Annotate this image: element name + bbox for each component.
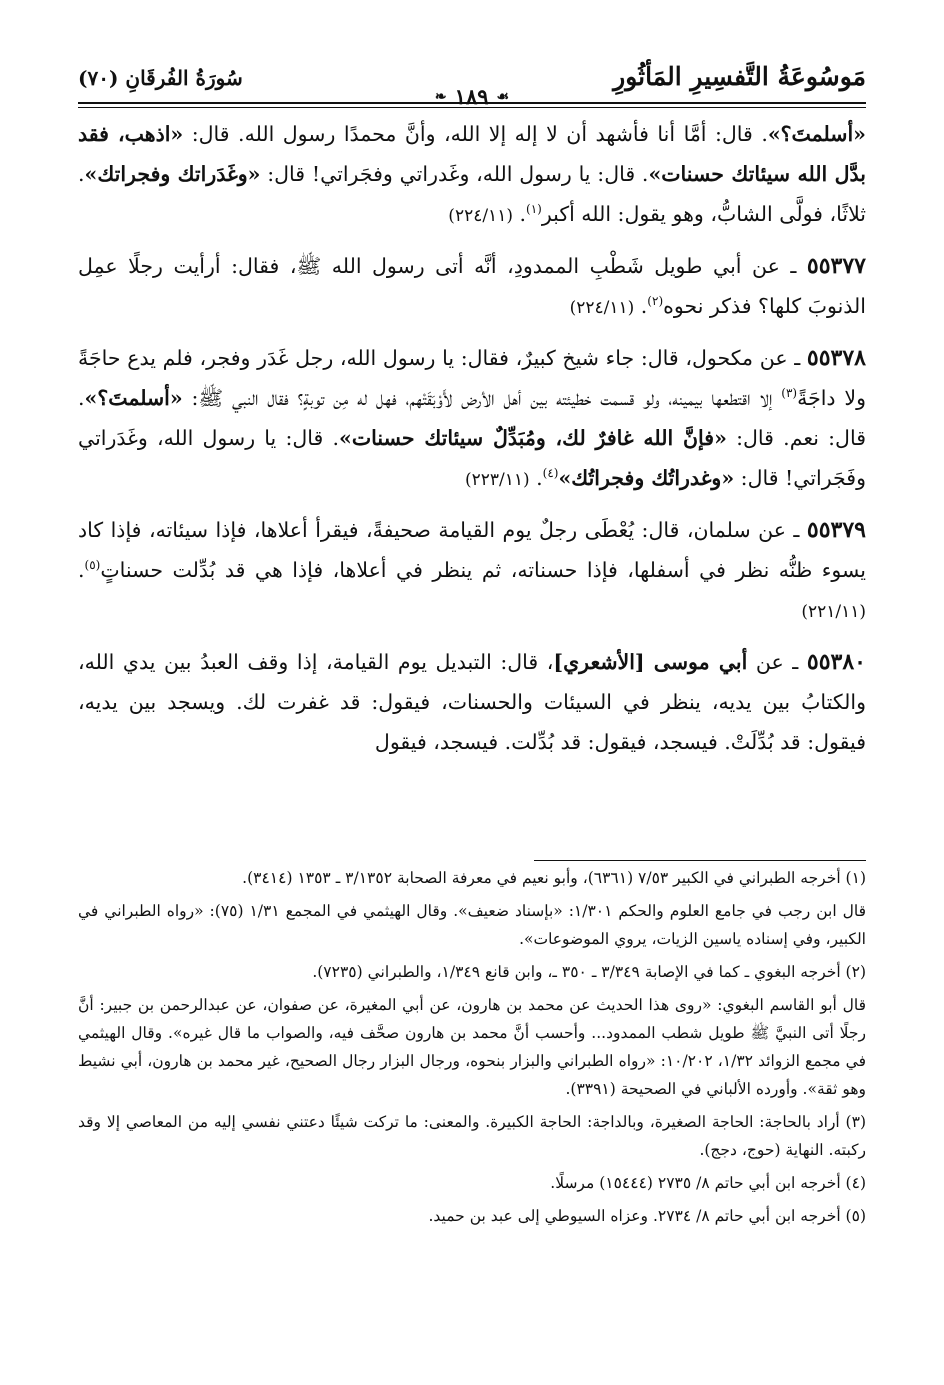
footnote-item: قال ابن رجب في جامع العلوم والحكم ١/٣٠١: «بإسناد ضعيف». وقال الهيثمي في المجمع ١/٣١ (٧٥): «رواه الطبراني في الكبير، وفي إسناده ياسين الزيات، يروي الموضوعات». bbox=[78, 902, 866, 948]
footnote-marker: (٥) bbox=[84, 558, 101, 573]
body-text: . قال: أمَّا أنا فأشهد أن لا إله إلا الله، وأنَّ محمدًا رسول الله. قال: bbox=[183, 122, 768, 146]
quote-text: أبي موسى [الأشعري] bbox=[553, 650, 748, 674]
quote-text: «أسلمتَ؟» bbox=[767, 122, 866, 146]
body-text: ـ عن سلمان، قال: يُعْطَى رجلٌ يوم القيامة صحيفةً، فيقرأ أعلاها، فإذا سيئاته، فإذا كاد يسوء ظنُّه نظر في أسفلها، فإذا حسناته، ثم ينظر في أعلاها، فإذا هي قد بُدِّلت حسناتٍ bbox=[78, 518, 866, 582]
volume-reference: (٢٢٤/١١) bbox=[448, 206, 513, 226]
body-text: . قال: يا رسول الله، وغَدَراتي وفَجَراتي! قال: bbox=[78, 426, 866, 490]
surah-title: سُورَةُ الفُرقَانِ (٧٠) bbox=[78, 66, 243, 90]
footnote-marker: (١) bbox=[526, 202, 542, 217]
body-text: ـ عن مكحول، قال: جاء شيخ كبيرٌ، فقال: يا رسول الله، رجل غَدَر وفجر، فلم يدع حاجَةً ولا داجَةً bbox=[78, 346, 866, 410]
footnote-item: (٥) أخرجه ابن أبي حاتم ٨/ ٢٧٣٤. وعزاه السيوطي إلى عبد بن حميد. bbox=[428, 1207, 866, 1225]
entry-55380 bbox=[78, 642, 866, 762]
footnote-marker: (٣) bbox=[781, 386, 798, 401]
entry-55378 bbox=[78, 338, 866, 500]
volume-reference: (٢٢٣/١١) bbox=[464, 470, 530, 490]
page-number: ١٨٩ bbox=[454, 84, 489, 109]
quote-text: «وغدراتُك وفجراتُك» bbox=[558, 466, 735, 490]
entry-cont bbox=[78, 114, 866, 236]
quote-text: «فإنَّ الله غافرٌ لك، ومُبَدِّلٌ سيئاتك حسنات» bbox=[339, 426, 727, 450]
footnote-marker: (٢) bbox=[647, 294, 664, 309]
quote-text: «اذهب، فقد بدَّل الله سيئاتك حسنات» bbox=[78, 122, 866, 186]
ornament-icon: ❧ bbox=[434, 88, 447, 105]
footnote-divider bbox=[534, 860, 866, 861]
entry-number: ٥٥٣٧٩ bbox=[806, 517, 866, 543]
body-text: . ثلاثًا، فولَّى الشابُّ، وهو يقول: الله أكبر bbox=[78, 162, 866, 226]
entry-number: ٥٥٣٨٠ bbox=[806, 649, 866, 675]
footnote-item: قال أبو القاسم البغوي: «روى هذا الحديث عن محمد بن هارون، عن أبي المغيرة، عن صفوان، عن عبدالرحمن بن جبير: أنَّ رجلًا أتى النبيَّ ﷺ طويل شطب الممدود... وأحسب أنَّ محمد بن هارون صحَّف فيه، والصواب ما قال غيره». وقال الهيثمي في مجمع الزوائد ١/٣٢، ١٠/٢٠٢: «رواه الطبراني والبزار بنحوه، ورجال البزار رجال الصحيح، غير محمد بن هارون، أبي نشيط وهو ثقة». وأورده الألباني في الصحيحة (٣٣٩١). bbox=[78, 996, 867, 1098]
body-text: ـ عن bbox=[747, 650, 807, 674]
body-text: . قال: نعم. قال: bbox=[78, 386, 866, 450]
body-text: إلا اقتطعها بيمينه، ولو قسمت خطيئته بين أهل الأرض لأَوْبَقَتْهم، فهل له مِن توبةٍ؟ فقال النبي ﷺ: bbox=[182, 386, 782, 410]
body-text: ـ عن أبي طويل شَطْبِ الممدودِ، أنَّه أتى رسول الله ﷺ، فقال: أرأيت رجلًا عمِل الذنوبَ كلها؟ فذكر نحوه bbox=[78, 254, 866, 318]
entry-number: ٥٥٣٧٨ bbox=[806, 345, 866, 371]
volume-reference: (٢٢١/١١) bbox=[801, 602, 866, 622]
main-text bbox=[78, 114, 866, 772]
body-text: . bbox=[529, 466, 543, 490]
quote-text: «أسلمتَ؟» bbox=[84, 386, 183, 410]
book-title: مَوسُوعَةُ التَّفسِيرِ المَأثُورِ bbox=[613, 62, 866, 91]
quote-text: «وغَدَراتك وفجراتك» bbox=[84, 162, 261, 186]
entry-number: ٥٥٣٧٧ bbox=[806, 253, 866, 279]
footnote-marker: (٤) bbox=[542, 466, 559, 481]
ornament-icon: ☙ bbox=[496, 88, 510, 105]
footnote-item: (٢) أخرجه البغوي ـ كما في الإصابة ٣/٣٤٩ ـ ٣٥٠ ـ، وابن قانع ١/٣٤٩، والطبراني (٧٢٣٥). bbox=[312, 963, 866, 981]
volume-reference: (٢٢٤/١١) bbox=[569, 298, 635, 318]
footnotes bbox=[78, 864, 866, 1235]
body-text: ، قال: التبديل يوم القيامة، إذا وقف العبدُ بين يدي الله، والكتابُ بين يديه، ينظر في السيئات والحسنات، فيقول: قد غفرت لك. ويسجد بين يديه، فيقول: قد بُدِّلَتْ. فيسجد، فيقول: قد بُدِّلت. فيسجد، فيقول bbox=[78, 650, 866, 754]
running-header bbox=[78, 62, 866, 114]
body-text: . bbox=[78, 558, 85, 582]
body-text: . bbox=[634, 294, 648, 318]
body-text: . bbox=[512, 202, 527, 226]
entry-55379 bbox=[78, 510, 866, 632]
header-rule bbox=[78, 102, 866, 108]
entry-55377 bbox=[78, 246, 866, 328]
footnote-item: (٣) أراد بالحاجة: الحاجة الصغيرة، وبالداجة: الحاجة الكبيرة. والمعنى: ما تركت شيئًا دعتني نفسي إليه من المعاصي إلا وقد ركبته. النهاية (حوج، دجج). bbox=[78, 1113, 866, 1159]
footnote-item: (٤) أخرجه ابن أبي حاتم ٨/ ٢٧٣٥ (١٥٤٤٤) مرسلًا. bbox=[550, 1174, 866, 1192]
body-text: . قال: يا رسول الله، وغَدراتي وفجَراتي! قال: bbox=[260, 162, 649, 186]
footnote-item: (١) أخرجه الطبراني في الكبير ٧/٥٣ (٦٣٦١)، وأبو نعيم في معرفة الصحابة ٣/١٣٥٢ ـ ١٣٥٣ (٣٤١٤). bbox=[242, 869, 866, 887]
